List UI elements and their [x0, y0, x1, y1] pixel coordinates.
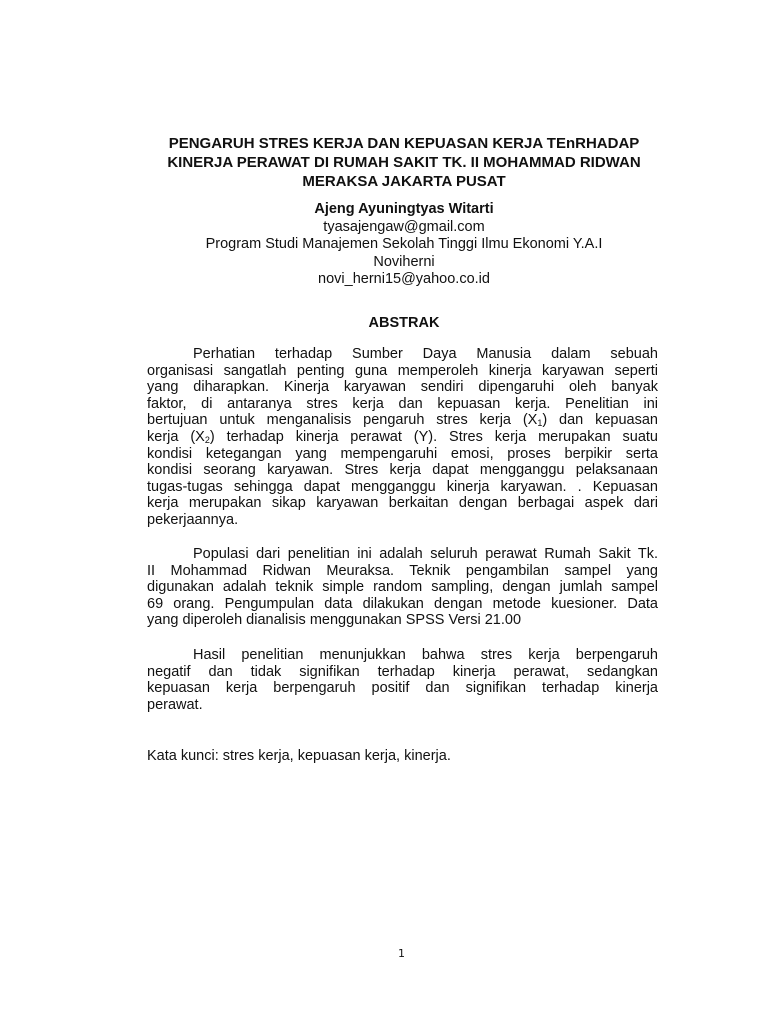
- text-line: Hasil penelitian menunjukkan bahwa stres kerja berpengaruh: [193, 647, 658, 663]
- subscript: 2: [204, 434, 210, 445]
- title-line: PENGARUH STRES KERJA DAN KEPUASAN KERJA TEnRHADAP: [168, 135, 640, 152]
- text-line: kondisi seorang karyawan. Stres kerja dapat mengganggu pelaksanaan: [147, 462, 658, 479]
- text-line: organisasi sangatlah penting guna memperoleh kinerja karyawan seperti: [147, 362, 658, 379]
- text-line: Populasi dari penelitian ini adalah seluruh perawat Rumah Sakit Tk.: [193, 546, 658, 562]
- subscript: 1: [537, 418, 543, 429]
- text-segment: ) dan kepuasan: [542, 412, 658, 429]
- text-line: yang diharapkan. Kinerja karyawan sendiri dipengaruhi oleh banyak: [147, 379, 658, 396]
- text-line: pekerjaannya.: [147, 511, 239, 528]
- author-email: novi_herni15@yahoo.co.id: [318, 271, 490, 287]
- author-name: Noviherni: [373, 253, 435, 270]
- abstract-paragraph: [147, 546, 658, 629]
- text-segment: ) terhadap kinerja perawat (Y). Stres kerja merupakan suatu: [209, 428, 658, 445]
- abstract-paragraph: [147, 647, 658, 713]
- text-line: perawat.: [147, 696, 203, 713]
- title-line: KINERJA PERAWAT DI RUMAH SAKIT TK. II MOHAMMAD RIDWAN: [167, 154, 641, 171]
- text-line: kondisi ketegangan yang mempengaruhi emosi, proses berpikir serta: [147, 445, 658, 462]
- text-line: faktor, di antaranya stres kerja dan kepuasan kerja. Penelitian ini: [147, 395, 658, 412]
- text-line: 69 orang. Pengumpulan data dilakukan dengan metode kuesioner. Data: [147, 595, 658, 612]
- text-line: digunakan adalah teknik simple random sampling, dengan jumlah sampel: [147, 579, 658, 596]
- abstract-paragraph: [147, 346, 658, 529]
- page-number: 1: [398, 947, 405, 960]
- text-line: tugas-tugas sehingga dapat mengganggu kinerja karyawan. . Kepuasan: [147, 478, 658, 495]
- title-line: MERAKSA JAKARTA PUSAT: [302, 173, 506, 190]
- text-line: [147, 412, 658, 429]
- author-email: tyasajengaw@gmail.com: [323, 218, 485, 235]
- text-line: negatif dan tidak signifikan terhadap kinerja perawat, sedangkan: [147, 663, 658, 680]
- text-line: Perhatian terhadap Sumber Daya Manusia dalam sebuah: [193, 346, 658, 362]
- paper-title: [120, 134, 688, 191]
- author-affiliation: Program Studi Manajemen Sekolah Tinggi Ilmu Ekonomi Y.A.I: [205, 236, 603, 252]
- text-segment: bertujuan untuk menganalisis pengaruh stres kerja (X: [147, 412, 538, 429]
- author-name: Ajeng Ayuningtyas Witarti: [314, 201, 494, 217]
- abstract-heading: ABSTRAK: [368, 315, 440, 331]
- keywords: Kata kunci: stres kerja, kepuasan kerja, kinerja.: [147, 748, 451, 764]
- text-line: kerja merupakan sikap karyawan berkaitan dengan berbagai aspek dari: [147, 495, 658, 512]
- author-block: [120, 201, 688, 289]
- text-line: yang diperoleh dianalisis menggunakan SPSS Versi 21.00: [147, 612, 522, 629]
- text-line: II Mohammad Ridwan Meuraksa. Teknik pengambilan sampel yang: [147, 562, 658, 579]
- text-line: kepuasan kerja berpengaruh positif dan signifikan terhadap kinerja: [147, 680, 658, 697]
- text-line: [147, 429, 658, 446]
- text-segment: kerja (X: [147, 428, 205, 445]
